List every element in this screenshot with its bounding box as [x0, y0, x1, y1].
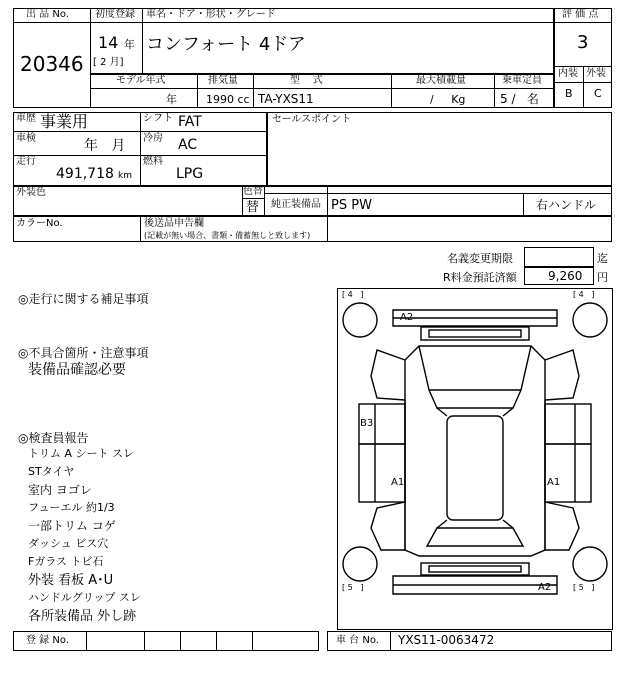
steering-side: 右ハンドル	[536, 198, 597, 212]
left-front-fender	[371, 350, 405, 400]
chassis-number-label: 車 台 No.	[336, 635, 379, 646]
front-left-wheel	[343, 303, 377, 337]
equipment-label: 純正装備品	[271, 199, 321, 210]
inspection-label: 車検	[16, 133, 36, 144]
color-number-row	[13, 216, 612, 242]
repaint-value: 替	[246, 200, 260, 215]
model-year-unit: 年	[166, 93, 177, 106]
history-label: 車歴	[16, 113, 36, 124]
name-change-deadline-box	[524, 247, 594, 267]
exterior-grade-label: 外装	[586, 68, 606, 79]
fuel-label: 燃料	[143, 156, 163, 167]
recycle-fee-unit: 円	[597, 271, 608, 284]
tire-front-right: [ 4 ]	[573, 290, 595, 299]
damage-mark-left-front: B3	[360, 418, 374, 429]
displacement-label: 排気量	[208, 75, 238, 86]
shift-label: シフト	[143, 113, 173, 124]
left-rear-fender	[371, 502, 405, 550]
recycle-fee-label: R料金預託済額	[443, 271, 517, 284]
inspector-item: 外装 看板 A･U	[28, 573, 114, 588]
rear-window	[427, 528, 523, 546]
color-number-label: カラーNo.	[16, 218, 63, 229]
shift-value: FAT	[178, 114, 202, 130]
model-year-label: モデル年式	[116, 75, 166, 86]
defects-title: ◎不具合箇所・注意事項	[18, 346, 149, 360]
model-code-label: 型 式	[290, 75, 323, 86]
defect-item: 装備品確認必要	[28, 362, 126, 378]
inspector-item: ハンドルグリップ スレ	[28, 591, 141, 604]
equipment-value: PS PW	[331, 198, 372, 213]
roof	[447, 416, 503, 520]
inspector-item: フューエル 約1/3	[28, 501, 115, 514]
inspector-report-title: ◎検査員報告	[18, 431, 89, 445]
registration-number-label: 登 録 No.	[26, 635, 69, 646]
right-rear-door	[545, 444, 591, 502]
interior-grade: B	[565, 87, 573, 100]
lot-number-label: 出 品 No.	[26, 9, 69, 20]
damage-mark-left-door: A1	[391, 477, 405, 488]
inspector-item: STタイヤ	[28, 465, 75, 478]
max-load: / Kg	[430, 93, 466, 106]
car-name-label: 車名・ドア・形状・グレード	[146, 9, 276, 20]
lot-number: 20346	[20, 52, 84, 76]
mileage-label: 走行	[16, 156, 36, 167]
front-right-wheel	[573, 303, 607, 337]
model-code: TA-YXS11	[258, 92, 314, 106]
delivery-declaration-label: 後送品申告欄	[144, 218, 204, 229]
left-rear-door	[359, 444, 405, 502]
first-registration-label: 初度登録	[95, 9, 135, 20]
damage-mark-right-door: A1	[547, 477, 561, 488]
max-load-label: 最大積載量	[416, 75, 466, 86]
inspector-item: ダッシュ ビス穴	[28, 537, 109, 550]
ac-label: 冷房	[143, 133, 163, 144]
mileage-unit: km	[118, 171, 132, 181]
year-unit: 年	[124, 38, 135, 51]
drive-notes-title: ◎走行に関する補足事項	[18, 292, 149, 306]
right-front-fender	[545, 350, 579, 400]
first-registration-year: 14	[98, 33, 119, 52]
capacity-label: 乗車定員	[502, 75, 542, 86]
inspector-item: 各所装備品 外し跡	[28, 609, 137, 624]
exterior-color-label: 外装色	[16, 187, 46, 198]
ac-value: AC	[178, 137, 198, 153]
interior-grade-label: 内装	[558, 68, 578, 79]
recycle-fee-value: 9,260	[548, 269, 583, 283]
first-registration-month: [ 2 月]	[93, 57, 124, 68]
rear-right-wheel	[573, 547, 607, 581]
damage-mark-rear-bumper: A2	[538, 582, 552, 593]
tire-front-left: [ 4 ]	[342, 290, 364, 299]
rear-panel	[421, 563, 529, 575]
delivery-note: (記載が無い場合、書類・備蓄無しと致します)	[144, 231, 311, 240]
score-label: 評 価 点	[562, 9, 599, 20]
right-front-door	[545, 404, 591, 444]
inspector-item: 室内 ヨゴレ	[28, 483, 92, 497]
sales-points-label: セールスポイント	[272, 114, 352, 125]
right-rear-fender	[545, 502, 579, 550]
rear-left-wheel	[343, 547, 377, 581]
repaint-label: 色替	[243, 186, 263, 197]
windshield	[419, 346, 531, 390]
passenger-capacity: 5 / 名	[500, 92, 539, 106]
score-value: 3	[577, 32, 589, 53]
name-change-deadline-label: 名義変更期限	[447, 252, 513, 265]
inspector-item: Fガラス トビ石	[28, 555, 104, 568]
car-damage-diagram	[337, 288, 613, 630]
car-name: コンフォート 4ドア	[146, 34, 306, 55]
damage-mark-front-bumper: A2	[400, 312, 414, 323]
displacement: 1990 cc	[206, 93, 250, 106]
tire-rear-left: [ 5 ]	[342, 583, 364, 592]
history-value: 事業用	[40, 112, 89, 131]
inspector-item: 一部トリム コゲ	[28, 519, 116, 533]
front-grille	[421, 327, 529, 340]
mileage-value: 491,718	[56, 166, 114, 182]
tire-rear-right: [ 5 ]	[573, 583, 595, 592]
exterior-grade: C	[594, 87, 602, 100]
name-change-deadline-unit: 迄	[597, 252, 608, 265]
fuel-value: LPG	[176, 166, 204, 182]
inspection-value: 年 月	[84, 138, 126, 154]
chassis-number: YXS11-0063472	[398, 633, 495, 647]
inspector-item: トリム A シート スレ	[28, 447, 135, 460]
